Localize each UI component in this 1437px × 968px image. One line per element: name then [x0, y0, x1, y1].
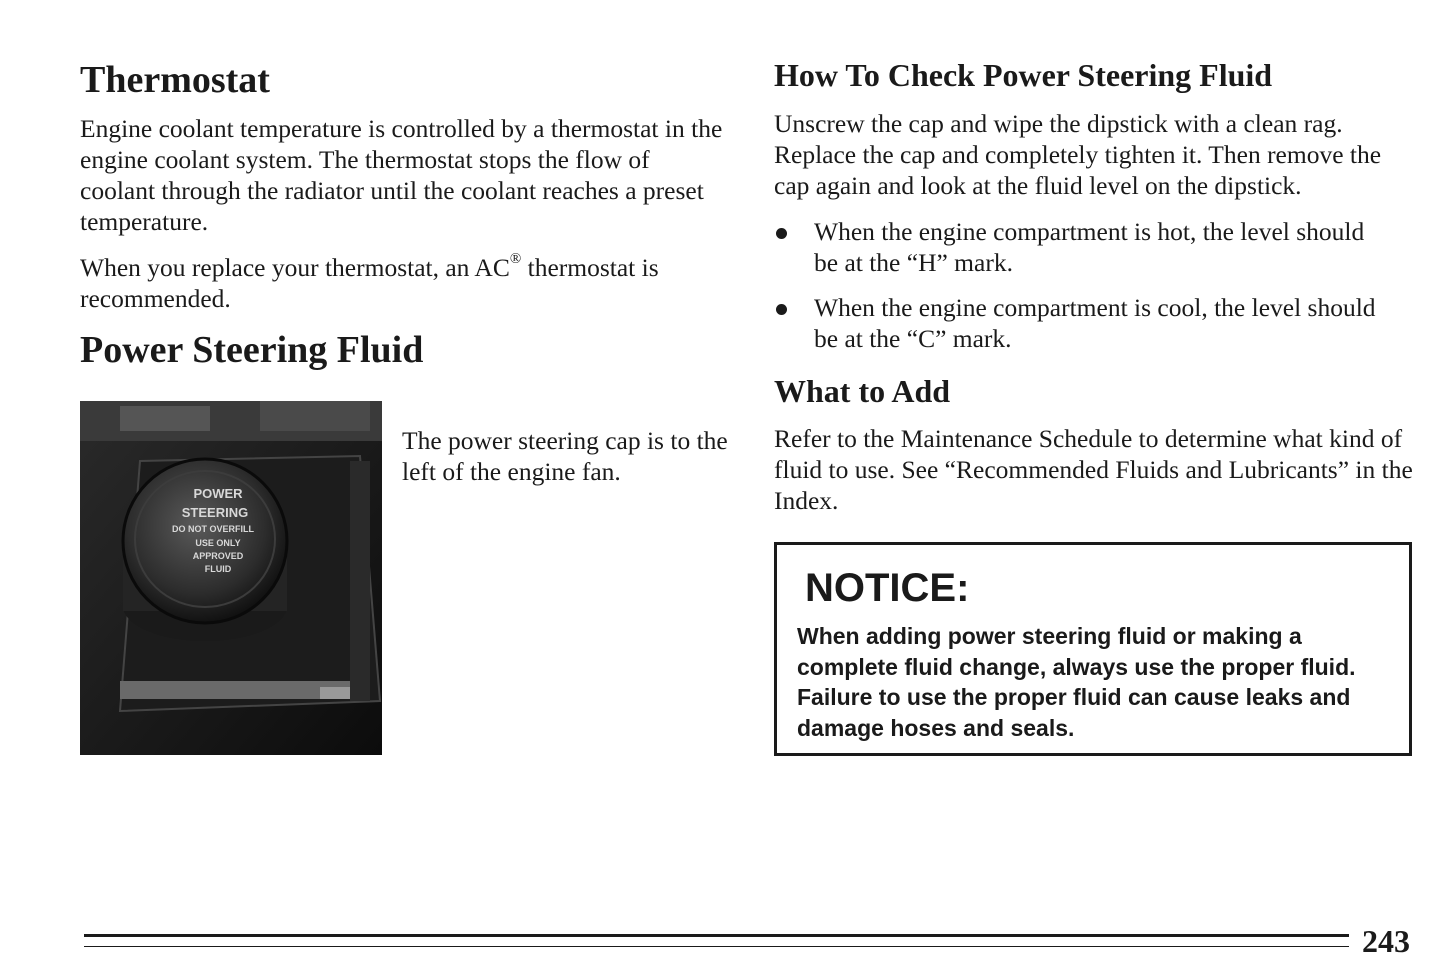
power-steering-cap-photo — [80, 401, 382, 755]
power-steering-heading: Power Steering Fluid — [80, 329, 424, 371]
bullet-icon — [776, 304, 787, 315]
thermostat-paragraph-1: Engine coolant temperature is controlled by a thermostat in the engine coolant system. The thermostat stops the flow of coolant through the radiator until the coolant reaches a preset temperature. — [80, 114, 723, 236]
footer-rule-thin — [84, 946, 1349, 947]
what-to-add-paragraph: Refer to the Maintenance Schedule to determine what kind of fluid to use. See “Recommended Fluids and Lubricants” in the Index. — [774, 424, 1413, 515]
photo-caption: The power steering cap is to the left of the engine fan. — [402, 425, 728, 486]
thermostat-heading: Thermostat — [80, 59, 270, 101]
how-to-check-paragraph: Unscrew the cap and wipe the dipstick with a clean rag. Replace the cap and completely tighten it. Then remove the cap again and look at the fluid level on the dipstick. — [774, 109, 1382, 200]
notice-box — [774, 542, 1412, 756]
cap-label-fluid: FLUID — [204, 564, 232, 574]
list-item: When the engine compartment is hot, the level should be at the “H” mark. — [774, 216, 1394, 278]
list-item: When the engine compartment is cool, the level should be at the “C” mark. — [774, 292, 1394, 354]
page-number: 243 — [1362, 923, 1410, 959]
how-to-check-heading: How To Check Power Steering Fluid — [774, 57, 1273, 93]
fluid-level-list — [774, 216, 1394, 368]
cap-label-overfill: DO NOT OVERFILL — [172, 524, 254, 534]
cap-label-use-only: USE ONLY — [195, 538, 241, 548]
cap-label-steering: STEERING — [181, 505, 249, 520]
footer-rule — [84, 934, 1349, 937]
cap-label-power: POWER — [193, 486, 243, 501]
bullet-icon — [776, 228, 787, 239]
notice-text: When adding power steering fluid or making a complete fluid change, always use the proper fluid. Failure to use the proper fluid can cause leaks and damage hoses and seals. — [797, 623, 1356, 741]
cap-label-approved: APPROVED — [192, 551, 244, 561]
what-to-add-heading: What to Add — [774, 373, 951, 409]
notice-title: NOTICE: — [805, 566, 970, 610]
registered-mark: ® — [509, 250, 522, 267]
thermostat-paragraph-2: When you replace your thermostat, an AC® thermostat is recommended. — [80, 250, 659, 313]
